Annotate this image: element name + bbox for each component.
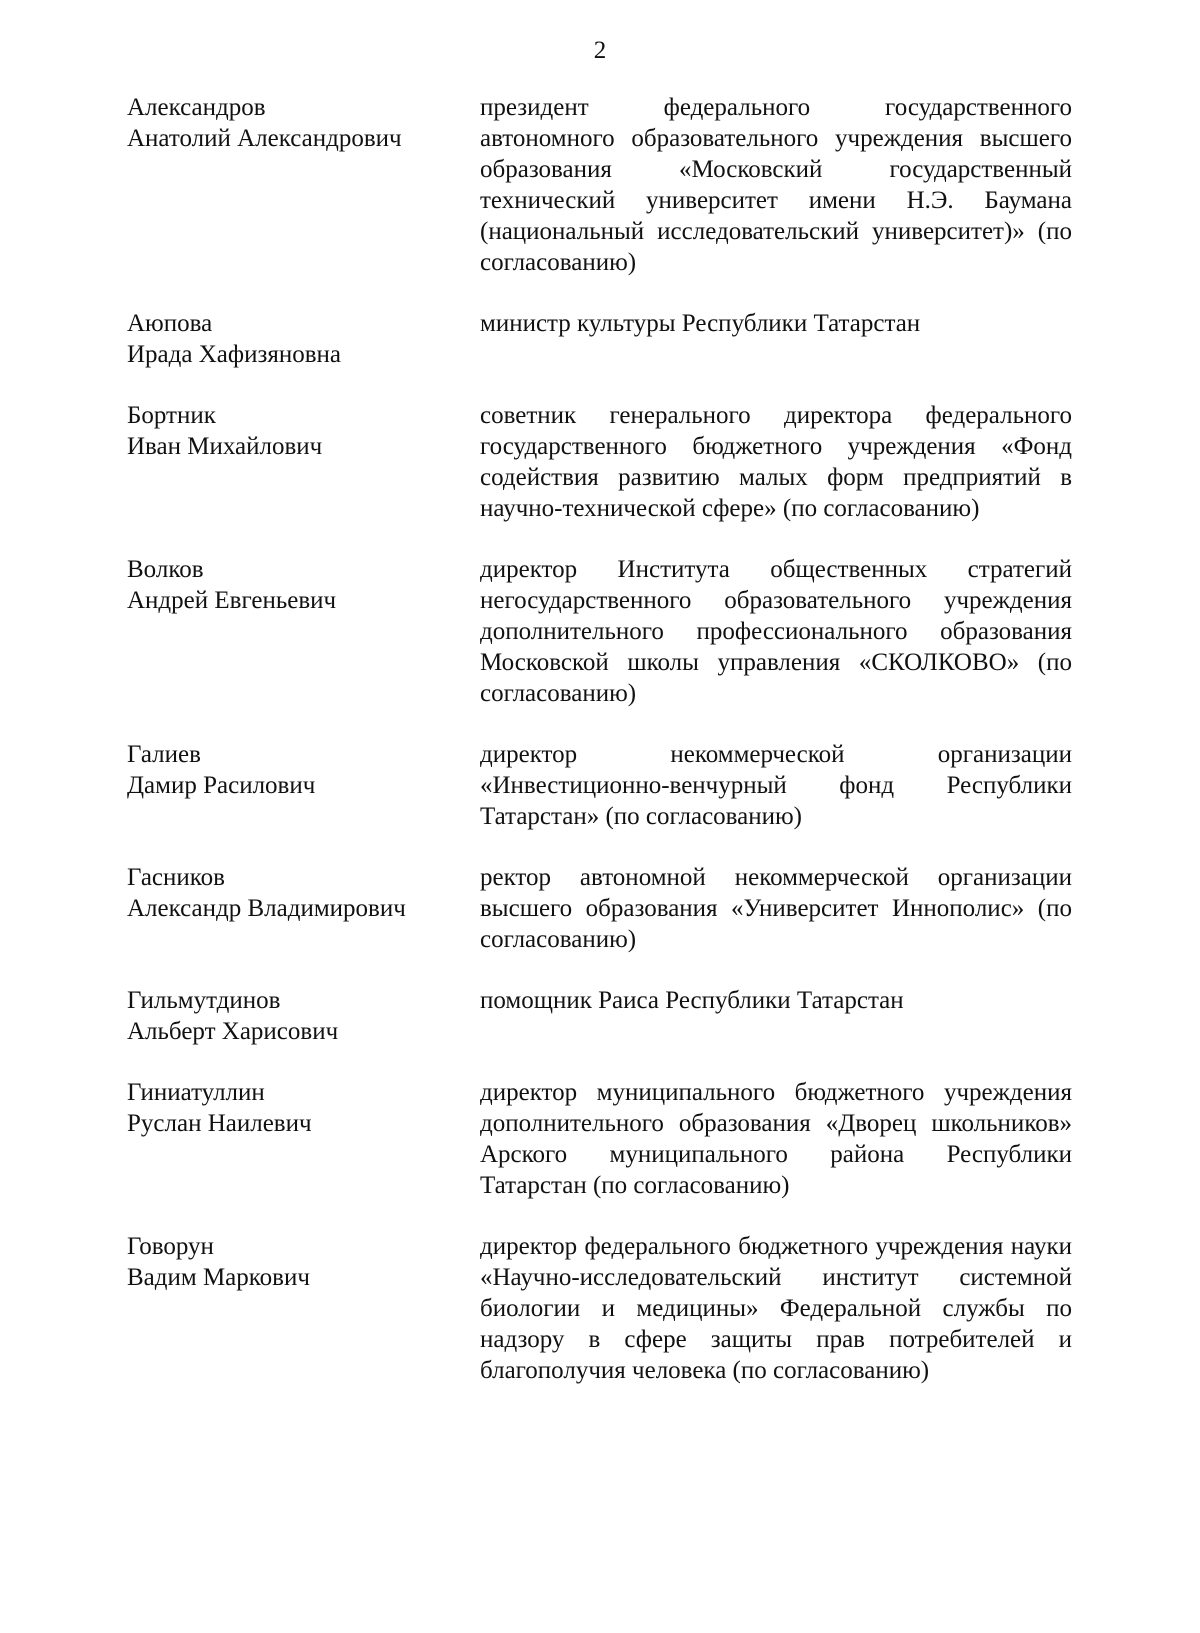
members-list (127, 92, 1072, 1416)
member-given-name: Альберт Харисович (127, 1018, 339, 1045)
member-given-name: Александр Владимирович (127, 895, 406, 922)
member-entry (127, 862, 1072, 955)
member-entry (127, 400, 1072, 524)
member-entry (127, 1231, 1072, 1386)
member-name (127, 1077, 480, 1201)
member-name (127, 554, 480, 709)
member-given-name: Дамир Расилович (127, 772, 316, 799)
member-name (127, 862, 480, 955)
member-surname: Волков (127, 556, 204, 583)
member-position: президент федерального государственного автономного образовательного учреждения высшего образования «Московский государственный технический университет имени Н.Э. Баумана (национальный исследовательский университет)» (по согласованию) (480, 94, 1072, 276)
member-position: советник генерального директора федерального государственного бюджетного учреждения «Фонд содействия развитию малых форм предприятий в научно-технической сфере» (по согласованию) (480, 402, 1072, 522)
member-position: ректор автономной некоммерческой организации высшего образования «Университет Иннополис» (по согласованию) (480, 864, 1072, 953)
member-position: директор некоммерческой организации «Инвестиционно-венчурный фонд Республики Татарстан» (по согласованию) (480, 741, 1072, 830)
member-name (127, 92, 480, 278)
member-position: директор федерального бюджетного учреждения науки «Научно-исследовательский институт системной биологии и медицины» Федеральной службы по надзору в сфере защиты прав потребителей и благополучия человека (по согласованию) (480, 1233, 1072, 1384)
member-entry (127, 92, 1072, 278)
member-entry (127, 308, 1072, 370)
member-name (127, 1231, 480, 1386)
member-surname: Гильмутдинов (127, 987, 281, 1014)
member-name (127, 985, 480, 1047)
member-surname: Бортник (127, 402, 216, 429)
member-given-name: Руслан Наилевич (127, 1110, 312, 1137)
member-name (127, 400, 480, 524)
member-given-name: Иван Михайлович (127, 433, 323, 460)
member-position: помощник Раиса Республики Татарстан (480, 987, 904, 1014)
member-surname: Гасников (127, 864, 225, 891)
member-given-name: Андрей Евгеньевич (127, 587, 337, 614)
page-number: 2 (593, 37, 607, 64)
member-name (127, 739, 480, 832)
member-name (127, 308, 480, 370)
member-entry (127, 1077, 1072, 1201)
member-entry (127, 739, 1072, 832)
member-surname: Александров (127, 94, 266, 121)
member-surname: Галиев (127, 741, 201, 768)
member-entry (127, 985, 1072, 1047)
member-surname: Говорун (127, 1233, 214, 1260)
member-given-name: Анатолий Александрович (127, 125, 402, 152)
member-position: директор Института общественных стратегий негосударственного образовательного учреждения дополнительного профессионального образования Московской школы управления «СКОЛКОВО» (по согласованию) (480, 556, 1072, 707)
member-given-name: Вадим Маркович (127, 1264, 310, 1291)
member-position: министр культуры Республики Татарстан (480, 310, 921, 337)
member-position: директор муниципального бюджетного учреждения дополнительного образования «Дворец школьников» Арского муниципального района Республики Татарстан (по согласованию) (480, 1079, 1072, 1199)
member-entry (127, 554, 1072, 709)
member-surname: Гиниатуллин (127, 1079, 265, 1106)
member-given-name: Ирада Хафизяновна (127, 341, 341, 368)
member-surname: Аюпова (127, 310, 213, 337)
